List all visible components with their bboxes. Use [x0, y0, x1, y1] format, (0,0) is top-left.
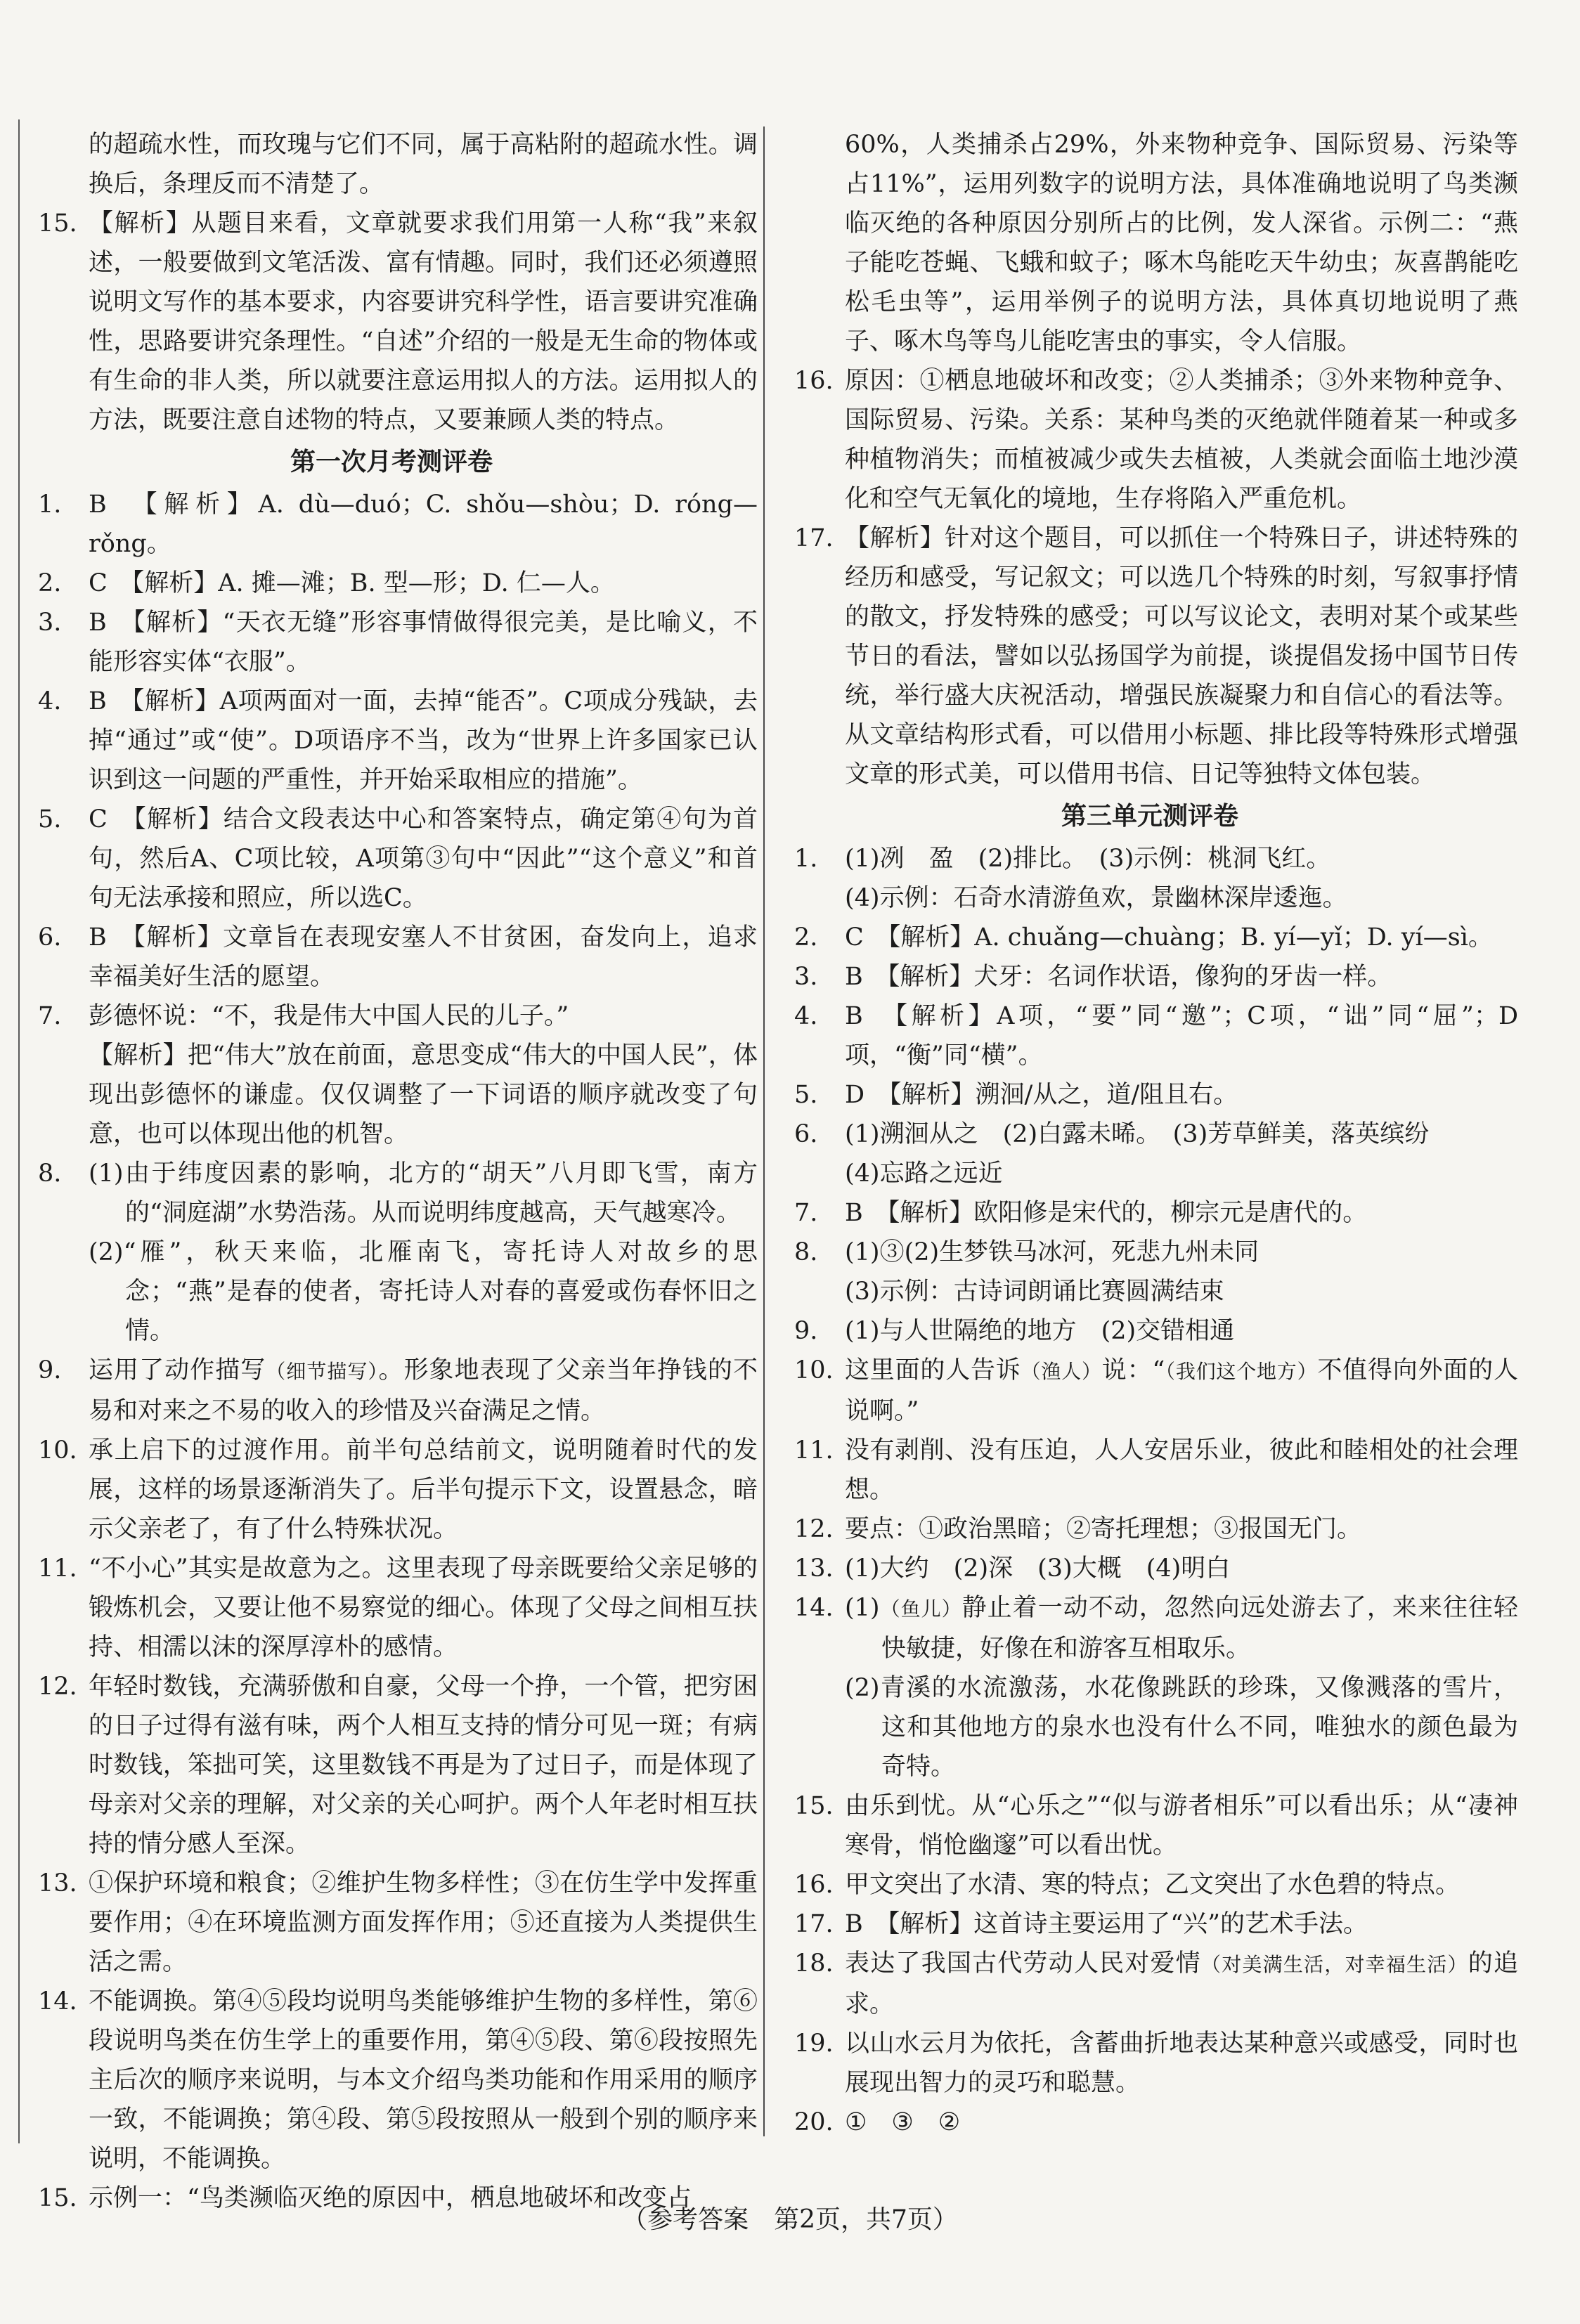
- answer-text: 。形象地表现了父亲当年挣钱的不易和对来之不易的收入的珍惜及兴奋满足之情。: [89, 1356, 758, 1425]
- answer-number: 4.: [794, 1002, 818, 1030]
- answer-text: 不值得向外面的人说啊。”: [845, 1356, 1518, 1425]
- answer-item: [782, 1233, 1518, 1311]
- answer-note: （细节描写）: [266, 1360, 379, 1383]
- continuation-text: 60%，人类捕杀占29%，外来物种竞争、国际贸易、污染等占11%”，运用列数字的说明方法，具体准确地说明了鸟类濒临灭绝的各种原因分别所占的比例，发人深省。示例二：“燕子能吃苍蝇、飞蛾和蚊子；啄木鸟能吃天牛幼虫；灰喜鹊能吃松毛虫等”，运用举例子的说明方法，具体真切地说明了燕子、啄木鸟等鸟儿能吃害虫的事实，令人信服。: [845, 131, 1518, 356]
- answer-item: [25, 918, 758, 997]
- answer-item: [782, 957, 1518, 997]
- answer-number: 1.: [38, 491, 62, 519]
- column-divider: [763, 126, 765, 2136]
- answer-item: [782, 2103, 1518, 2142]
- answer-item: [782, 519, 1518, 794]
- answer-number: 12.: [794, 1515, 834, 1543]
- answer-number: 8.: [794, 1238, 818, 1266]
- answer-item: [782, 1510, 1518, 1549]
- answer-number: 19.: [794, 2030, 834, 2058]
- answer-text: 表达了我国古代劳动人民对爱情: [845, 1949, 1201, 1978]
- answer-text: 承上启下的过渡作用。前半句总结前文，说明随着时代的发展，这样的场景逐渐消失了。后半句提示下文，设置悬念，暗示父亲老了，有了什么特殊状况。: [89, 1436, 758, 1543]
- answer-number: 2.: [38, 569, 62, 597]
- answer-number: 13.: [794, 1554, 834, 1583]
- answer-text: D 【解析】溯洄/从之，道/阻且右。: [845, 1081, 1238, 1109]
- answer-number: 18.: [794, 1949, 834, 1978]
- answer-number: 3.: [38, 609, 62, 637]
- section-heading-unit-three-test: 第三单元测评卷: [1061, 802, 1238, 831]
- answer-item: [782, 2024, 1518, 2103]
- answer-text: 【解析】针对这个题目，可以抓住一个特殊日子，讲述特殊的经历和感受，写记叙文；可以选几个特殊的时刻，写叙事抒情的散文，抒发特殊的感受；可以写议论文，表明对某个或某些节日的看法，譬如以弘扬国学为前提，谈提倡发扬中国节日传统，举行盛大庆祝活动，增强民族凝聚力和自信心的看法等。从文章结构形式看，可以借用小标题、排比段等特殊形式增强文章的形式美，可以借用书信、日记等独特文体包装。: [845, 524, 1518, 788]
- answer-item: [25, 997, 758, 1154]
- answer-item: [25, 800, 758, 918]
- answer-item: [782, 839, 1518, 918]
- answer-note: （我们这个地方）: [1165, 1360, 1318, 1383]
- answer-item: [25, 1549, 758, 1667]
- answer-item: [782, 1351, 1518, 1431]
- answer-number: 13.: [38, 1869, 77, 1897]
- answer-text: B 【解析】文章旨在表现安塞人不甘贫困，奋发向上，追求幸福美好生活的愿望。: [89, 923, 758, 991]
- answer-item: [782, 1588, 1518, 1786]
- answer-subpart: (2)“雁”，秋天来临，北雁南飞，寄托诗人对故乡的思念；“燕”是春的使者，寄托诗人对春的喜爱或伤春怀旧之情。: [89, 1238, 758, 1345]
- section-heading-first-monthly-test: 第一次月考测评卷: [290, 448, 493, 476]
- answer-number: 8.: [38, 1160, 62, 1188]
- answer-text: “不小心”其实是故意为之。这里表现了母亲既要给父亲足够的锻炼机会，又要让他不易察觉的细心。体现了父母之间相互扶持、相濡以沫的深厚淳朴的感情。: [89, 1554, 758, 1661]
- answer-number: 3.: [794, 963, 818, 991]
- answer-text: 运用了动作描写: [89, 1356, 266, 1384]
- answer-text: 由乐到忧。从“心乐之”“似与游者相乐”可以看出乐；从“凄神寒骨，悄怆幽邃”可以看出忧。: [845, 1792, 1518, 1859]
- answer-text: (1)与人世隔绝的地方 (2)交错相通: [845, 1317, 1235, 1345]
- answer-subpart: (4)示例：石奇水清游鱼欢，景幽林深岸逶迤。: [845, 884, 1347, 912]
- answer-number: 14.: [794, 1594, 834, 1622]
- answer-text: 示例一：“鸟类濒临灭绝的原因中，栖息地破坏和改变占: [89, 2184, 692, 2212]
- answer-number: 15.: [794, 1792, 834, 1820]
- answer-item: [782, 1549, 1518, 1588]
- answer-text: 【解析】从题目来看，文章就要求我们用第一人称“我”来叙述，一般要做到文笔活泼、富有情趣。同时，我们还必须遵照说明文写作的基本要求，内容要讲究科学性，语言要讲究准确性，思路要讲究条理性。“自述”介绍的一般是无生命的物体或有生命的非人类，所以就要注意运用拟人的方法。运用拟人的方法，既要注意自述物的特点，又要兼顾人类的特点。: [89, 209, 758, 434]
- answer-text: B 【解析】“天衣无缝”形容事情做得很完美，是比喻义，不能形容实体“衣服”。: [89, 609, 758, 676]
- answer-number: 17.: [794, 1910, 834, 1938]
- answer-item: [782, 1115, 1518, 1193]
- answer-number: 2.: [794, 923, 818, 952]
- answer-item: [782, 997, 1518, 1075]
- answer-number: 6.: [794, 1120, 818, 1148]
- answer-note: （渔人）: [1021, 1360, 1102, 1383]
- answer-note: （对美满生活，对幸福生活）: [1200, 1953, 1468, 1976]
- answer-subpart: (4)忘路之远近: [845, 1160, 1003, 1188]
- answer-number: 12.: [38, 1673, 77, 1701]
- answer-number: 16.: [794, 367, 834, 395]
- answer-subpart: (1)溯洄从之 (2)白露未晞。 (3)芳草鲜美，落英缤纷: [845, 1120, 1430, 1148]
- answer-text: 原因：①栖息地破坏和改变；②人类捕杀；③外来物种竞争、国际贸易、污染。关系：某种鸟类的灭绝就伴随着某一种或多种植物消失；而植被减少或失去植被，人类就会面临土地沙漠化和空气无氧化的境地，生存将陷入严重危机。: [845, 367, 1518, 513]
- answer-number: 10.: [38, 1436, 77, 1465]
- answer-text: 的追求。: [845, 1949, 1518, 2018]
- answer-number: 7.: [794, 1199, 818, 1227]
- binding-edge-line: [18, 119, 20, 2143]
- answer-item: [782, 361, 1518, 519]
- answer-text: 静止着一动不动，忽然向远处游去了，来来往往轻快敏捷，好像在和游客互相取乐。: [881, 1594, 1518, 1663]
- answer-text: B 【解析】A项，“要”同“邀”；C项，“诎”同“屈”；D项，“衡”同“横”。: [845, 1002, 1518, 1070]
- answer-text: C 【解析】A. 摊—滩；B. 型—形；D. 仁—人。: [89, 569, 615, 597]
- answer-text: 不能调换。第④⑤段均说明鸟类能够维护生物的多样性，第⑥段说明鸟类在仿生学上的重要作用，第④⑤段、第⑥段按照先主后次的顺序来说明，与本文介绍鸟类功能和作用采用的顺序一致，不能调换；第④段、第⑤段按照从一般到个别的顺序来说明，不能调换。: [89, 1987, 758, 2173]
- answer-item: [782, 1431, 1518, 1510]
- answer-number: 16.: [794, 1871, 834, 1899]
- answer-number: 5.: [794, 1081, 818, 1109]
- answer-text: C 【解析】A. chuǎng—chuàng；B. yí—yǐ；D. yí—sì。: [845, 923, 1493, 952]
- answer-item: [25, 1351, 758, 1431]
- answer-text: ①保护环境和粮食；②维护生物多样性；③在仿生学中发挥重要作用；④在环境监测方面发挥作用；⑤还直接为人类提供生活之需。: [89, 1869, 758, 1976]
- answer-subpart: (1)③(2)生梦铁马冰河，死悲九州未同: [845, 1238, 1260, 1266]
- answer-number: 4.: [38, 687, 62, 715]
- answer-subpart: (2)青溪的水流激荡，水花像跳跃的珍珠，又像溅落的雪片，这和其他地方的泉水也没有什么不同，唯独水的颜色最为奇特。: [845, 1674, 1518, 1781]
- answer-number: 6.: [38, 923, 62, 952]
- answer-item: [782, 1311, 1518, 1351]
- answer-text: 年轻时数钱，充满骄傲和自豪，父母一个挣，一个管，把穷困的日子过得有滋有味，两个人相互支持的情分可见一斑；有病时数钱，笨拙可笑，这里数钱不再是为了过日子，而是体现了母亲对父亲的理解，对父亲的关心呵护。两个人年老时相互扶持的情分感人至深。: [89, 1673, 758, 1858]
- answer-number: 15.: [38, 2184, 77, 2212]
- answer-text: 说：“: [1101, 1356, 1165, 1384]
- answer-subpart: (1)由于纬度因素的影响，北方的“胡天”八月即飞雪，南方的“洞庭湖”水势浩荡。从而说明纬度越高，天气越寒冷。: [89, 1160, 758, 1227]
- answer-number: 11.: [794, 1436, 834, 1465]
- answer-text: B 【解析】犬牙：名词作状语，像狗的牙齿一样。: [845, 963, 1392, 991]
- answer-item: [25, 603, 758, 682]
- page-footer: （参考答案 第2页，共7页）: [622, 2205, 958, 2234]
- answer-item: [25, 1864, 758, 1982]
- answer-subpart: (1)冽 盈 (2)排比。 (3)示例：桃洞飞红。: [845, 845, 1331, 873]
- answer-item: [25, 1154, 758, 1351]
- answer-item: [25, 204, 758, 440]
- answer-text: B 【解析】A项两面对一面，去掉“能否”。C项成分残缺，去掉“通过”或“使”。D项语序不当，改为“世界上许多国家已认识到这一问题的严重性，并开始采取相应的措施”。: [89, 687, 758, 794]
- answer-subpart: (3)示例：古诗词朗诵比赛圆满结束: [845, 1278, 1224, 1306]
- answer-number: 10.: [794, 1356, 834, 1384]
- answer-number: 1.: [794, 845, 818, 873]
- answer-number: 15.: [38, 209, 77, 238]
- answer-number: 7.: [38, 1002, 62, 1030]
- answer-item: [782, 1193, 1518, 1233]
- answer-number: 17.: [794, 524, 834, 552]
- answer-text: B 【解析】这首诗主要运用了“兴”的艺术手法。: [845, 1910, 1368, 1938]
- answer-text: 甲文突出了水清、寒的特点；乙文突出了水色碧的特点。: [845, 1871, 1461, 1899]
- answer-text: 没有剥削、没有压迫，人人安居乐业，彼此和睦相处的社会理想。: [845, 1436, 1518, 1504]
- answer-text: C 【解析】结合文段表达中心和答案特点，确定第④句为首句，然后A、C项比较，A项第③句中“因此”“这个意义”和首句无法承接和照应，所以选C。: [89, 805, 758, 912]
- answer-item: [25, 682, 758, 800]
- answer-text: 要点：①政治黑暗；②寄托理想；③报国无门。: [845, 1515, 1362, 1543]
- intro-continuation: 的超疏水性，而玫瑰与它们不同，属于高粘附的超疏水性。调换后，条理反而不清楚了。: [89, 131, 758, 198]
- answer-item: [782, 1944, 1518, 2024]
- answer-number: 9.: [38, 1356, 62, 1384]
- right-column: [782, 125, 1518, 2142]
- left-column: [25, 125, 758, 2218]
- answer-analysis: 【解析】把“伟大”放在前面，意思变成“伟大的中国人民”，体现出彭德怀的谦虚。仅仅调整了一下词语的顺序就改变了句意，也可以体现出他的机智。: [89, 1041, 758, 1148]
- answer-number: 11.: [38, 1554, 77, 1583]
- answer-item: [25, 1431, 758, 1549]
- answer-number: 9.: [794, 1317, 818, 1345]
- answer-item: [782, 1786, 1518, 1865]
- answer-item: [782, 1865, 1518, 1904]
- answer-item: [782, 1075, 1518, 1115]
- answer-number: 5.: [38, 805, 62, 833]
- answer-item: [25, 1982, 758, 2179]
- answer-text: (1)大约 (2)深 (3)大概 (4)明白: [845, 1554, 1231, 1583]
- answer-text: (1): [845, 1594, 880, 1622]
- answer-text: B 【解析】A. dù—duó；C. shǒu—shòu；D. róng—rǒng。: [89, 491, 758, 558]
- answer-number: 14.: [38, 1987, 77, 2015]
- answer-note: （鱼儿）: [879, 1597, 962, 1621]
- answer-text: B 【解析】欧阳修是宋代的，柳宗元是唐代的。: [845, 1199, 1368, 1227]
- answer-item: [25, 485, 758, 564]
- answer-item: [25, 564, 758, 603]
- answer-item: [782, 1904, 1518, 1944]
- answer-item: [782, 918, 1518, 957]
- answer-number: 20.: [794, 2108, 834, 2136]
- answer-text: 以山水云月为依托，含蓄曲折地表达某种意兴或感受，同时也展现出智力的灵巧和聪慧。: [845, 2030, 1518, 2097]
- answer-text: 彭德怀说：“不，我是伟大中国人民的儿子。”: [89, 1002, 569, 1030]
- answer-item: [25, 1667, 758, 1864]
- answer-subpart: [845, 1588, 1518, 1668]
- answer-text: 这里面的人告诉: [845, 1356, 1021, 1384]
- answer-text: ① ③ ②: [845, 2108, 961, 2136]
